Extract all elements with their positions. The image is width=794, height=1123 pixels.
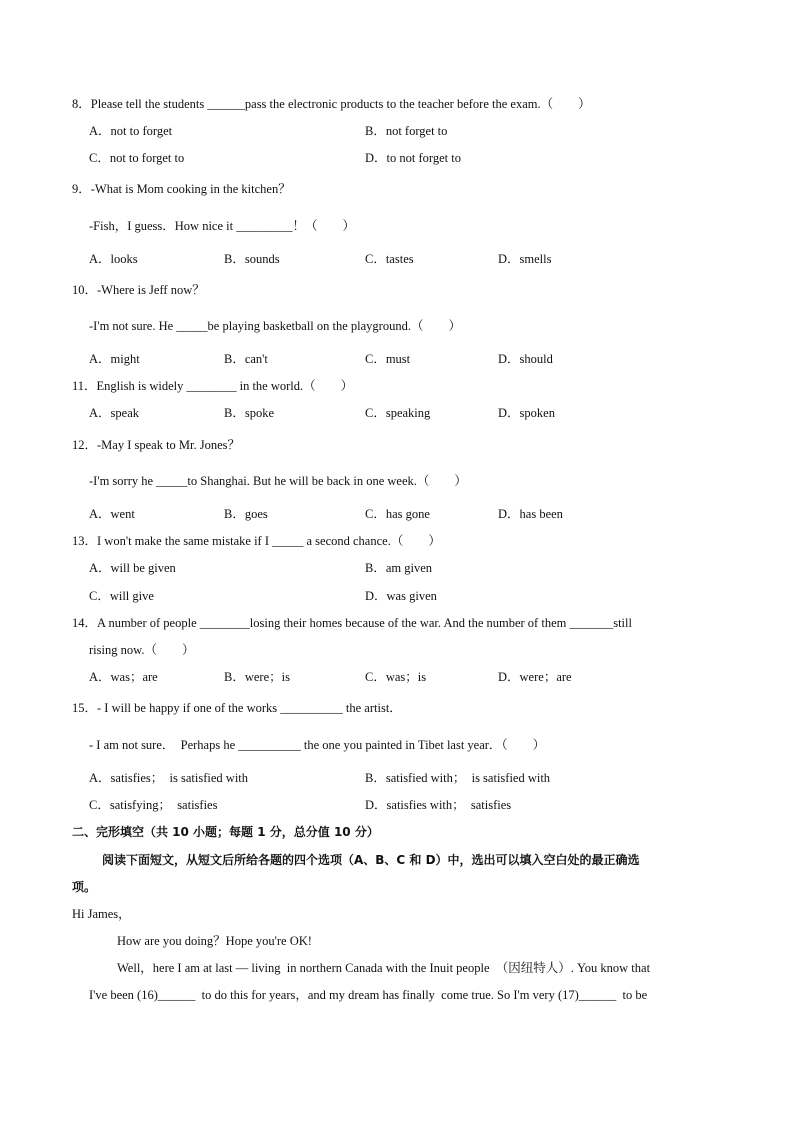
question-14-option-d[interactable]: D．were；are [498, 670, 572, 684]
question-10-option-b[interactable]: B．can't [224, 352, 268, 366]
question-10-option-d[interactable]: D．should [498, 352, 553, 366]
question-12-option-c[interactable]: C．has gone [365, 507, 430, 521]
question-13-stem: 13．I won't make the same mistake if I _____ a second chance.（ ） [72, 534, 441, 548]
question-12-stem: 12．-May I speak to Mr. Jones？ [72, 438, 241, 452]
question-15-dialogue: - I am not sure． Perhaps he __________ the one you painted in Tibet last year．（ ） [89, 738, 546, 752]
question-9-dialogue: -Fish，I guess．How nice it _________！（ ） [89, 219, 355, 233]
question-8-option-b[interactable]: B．not forget to [365, 124, 448, 138]
question-14-option-b[interactable]: B．were；is [224, 670, 290, 684]
section-2-heading: 二、完形填空（共 10 小题；每题 1 分，总分值 10 分） [72, 825, 379, 839]
section-2-instructions: 阅读下面短文，从短文后所给各题的四个选项（A、B、C 和 D）中，选出可以填入空白处的最正确选 [102, 853, 640, 867]
question-8-stem: 8．Please tell the students ______pass the electronic products to the teacher before the exam.（ ） [72, 97, 591, 111]
letter-greeting: Hi James， [72, 907, 131, 921]
question-15-stem: 15．- I will be happy if one of the works __________ the artist． [72, 701, 402, 715]
question-14-stem: 14．A number of people ________losing their homes because of the war. And the number of them _______still [72, 616, 632, 630]
question-13-option-a[interactable]: A．will be given [89, 561, 176, 575]
question-11-option-a[interactable]: A．speak [89, 406, 139, 420]
question-8-option-c[interactable]: C．not to forget to [89, 151, 185, 165]
question-13-option-c[interactable]: C．will give [89, 589, 154, 603]
question-15-option-c[interactable]: C．satisfying； satisfies [89, 798, 218, 812]
question-13-option-b[interactable]: B．am given [365, 561, 433, 575]
section-2-instructions-continued: 项。 [72, 880, 97, 894]
question-8-option-d[interactable]: D．to not forget to [365, 151, 461, 165]
question-14-stem-continued: rising now.（ ） [89, 643, 195, 657]
letter-paragraph-2-line-1: Well，here I am at last — living in northern Canada with the Inuit people （因纽特人）. You know that [117, 961, 651, 975]
letter-paragraph-2-line-2: I've been (16)______ to do this for years，and my dream has finally come true. So I'm very (17)______ to be [89, 988, 648, 1002]
question-10-stem: 10．-Where is Jeff now？ [72, 283, 205, 297]
question-8-option-a[interactable]: A．not to forget [89, 124, 173, 138]
question-12-option-b[interactable]: B．goes [224, 507, 268, 521]
question-9-option-a[interactable]: A．looks [89, 252, 138, 266]
question-11-option-b[interactable]: B．spoke [224, 406, 275, 420]
question-14-option-a[interactable]: A．was；are [89, 670, 158, 684]
question-11-option-d[interactable]: D．spoken [498, 406, 555, 420]
question-10-option-c[interactable]: C．must [365, 352, 411, 366]
question-15-option-d[interactable]: D．satisfies with； satisfies [365, 798, 512, 812]
question-15-option-a[interactable]: A．satisfies； is satisfied with [89, 771, 249, 785]
question-9-option-b[interactable]: B．sounds [224, 252, 280, 266]
question-14-option-c[interactable]: C．was；is [365, 670, 427, 684]
question-12-option-a[interactable]: A．went [89, 507, 135, 521]
question-10-option-a[interactable]: A．might [89, 352, 140, 366]
letter-paragraph-1: How are you doing？Hope you're OK! [117, 934, 312, 948]
question-9-option-d[interactable]: D．smells [498, 252, 552, 266]
question-11-option-c[interactable]: C．speaking [365, 406, 431, 420]
question-12-option-d[interactable]: D．has been [498, 507, 563, 521]
question-15-option-b[interactable]: B．satisfied with； is satisfied with [365, 771, 551, 785]
question-9-stem: 9．-What is Mom cooking in the kitchen？ [72, 182, 291, 196]
question-10-dialogue: -I'm not sure. He _____be playing basketball on the playground.（ ） [89, 319, 461, 333]
question-9-option-c[interactable]: C．tastes [365, 252, 414, 266]
question-13-option-d[interactable]: D．was given [365, 589, 437, 603]
question-12-dialogue: -I'm sorry he _____to Shanghai. But he will be back in one week.（ ） [89, 474, 467, 488]
question-11-stem: 11．English is widely ________ in the world.（ ） [72, 379, 354, 393]
